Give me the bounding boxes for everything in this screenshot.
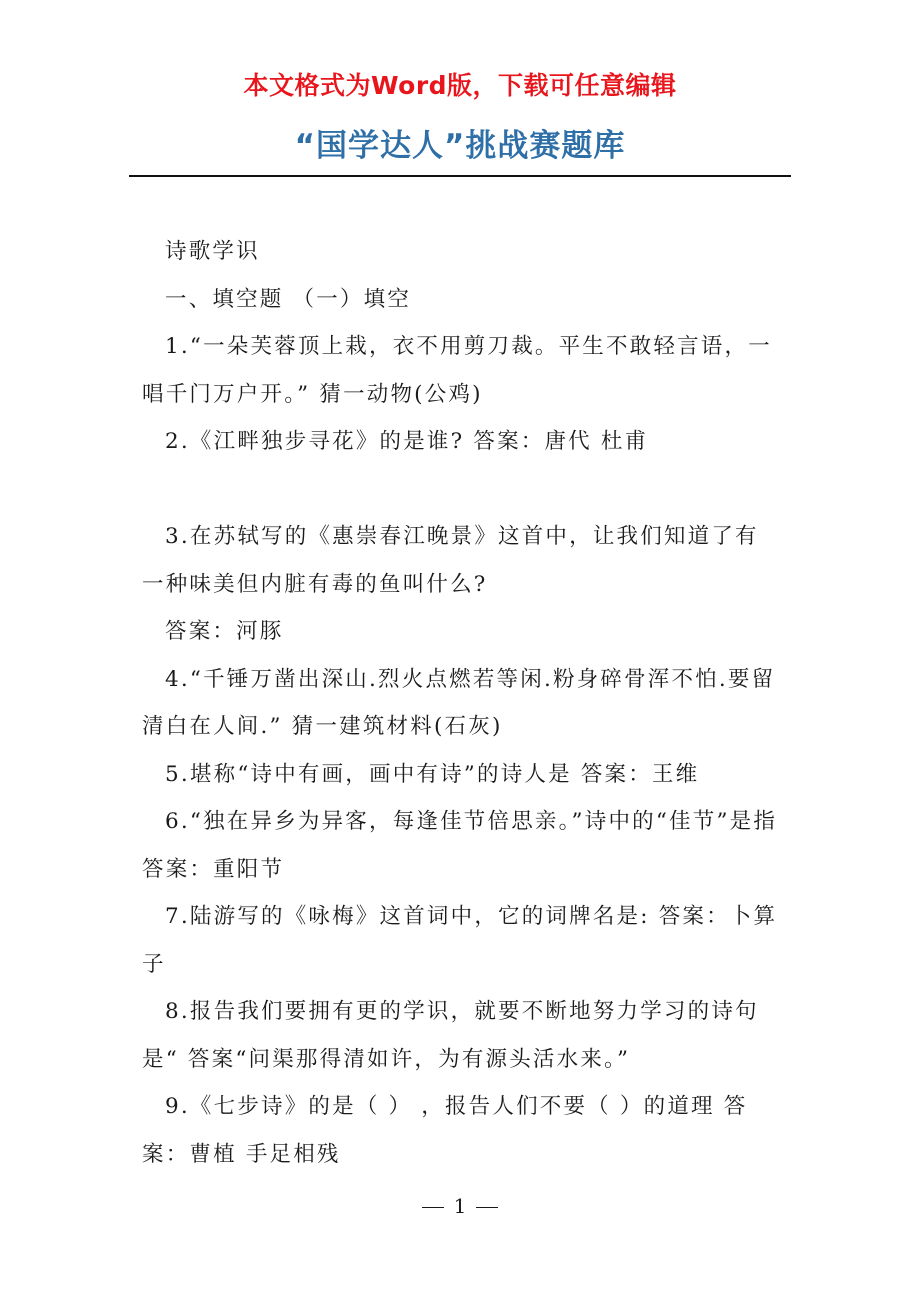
question-item: 6.“独在异乡为异客，每逢佳节倍思亲。”诗中的“佳节”是指 答案：重阳节: [142, 809, 778, 882]
footer-dash-right: [476, 1207, 498, 1208]
question-item: 4.“千锤万凿出深山.烈火点燃若等闲.粉身碎骨浑不怕.要留清白在人间.” 猜一建筑材料(石灰): [142, 666, 776, 739]
question-item: 9.《七步诗》的是（ ） ，报告人们不要（ ）的道理 答案：曹植 手足相残: [142, 1094, 748, 1167]
question-item: 3.在苏轼写的《惠崇春江晚景》这首中，让我们知道了有一种味美但内脏有毒的鱼叫什么?: [142, 524, 759, 597]
header-divider: [129, 175, 791, 177]
document-body: [142, 228, 782, 1178]
question-item: 8.报告我们要拥有更的学识，就要不断地努力学习的诗句是“ 答案“问渠那得清如许，为有源头活水来。”: [142, 999, 759, 1072]
question-item: 1.“一朵芙蓉顶上栽，衣不用剪刀裁。平生不敢轻言语，一唱千门万户开。” 猜一动物(公鸡): [142, 334, 772, 407]
format-notice: 本文格式为Word版，下载可任意编辑: [243, 71, 677, 100]
question-item: 2.《江畔独步寻花》的是谁? 答案：唐代 杜甫: [165, 429, 649, 454]
page-number: 1: [453, 1194, 467, 1218]
question-item: 7.陆游写的《咏梅》这首词中，它的词牌名是: 答案：卜算子: [142, 904, 778, 977]
blank-line: [142, 466, 782, 514]
subsection-heading: 一、填空题 （一）填空: [165, 286, 412, 312]
question-item: 5.堪称“诗中有画，画中有诗”的诗人是 答案：王维: [165, 761, 700, 787]
answer-line: 答案：河豚: [165, 619, 284, 644]
footer-dash-left: [422, 1207, 444, 1208]
page-footer: [0, 1194, 920, 1218]
section-heading: 诗歌学识: [165, 239, 260, 264]
document-title: “国学达人”挑战赛题库: [294, 128, 626, 164]
